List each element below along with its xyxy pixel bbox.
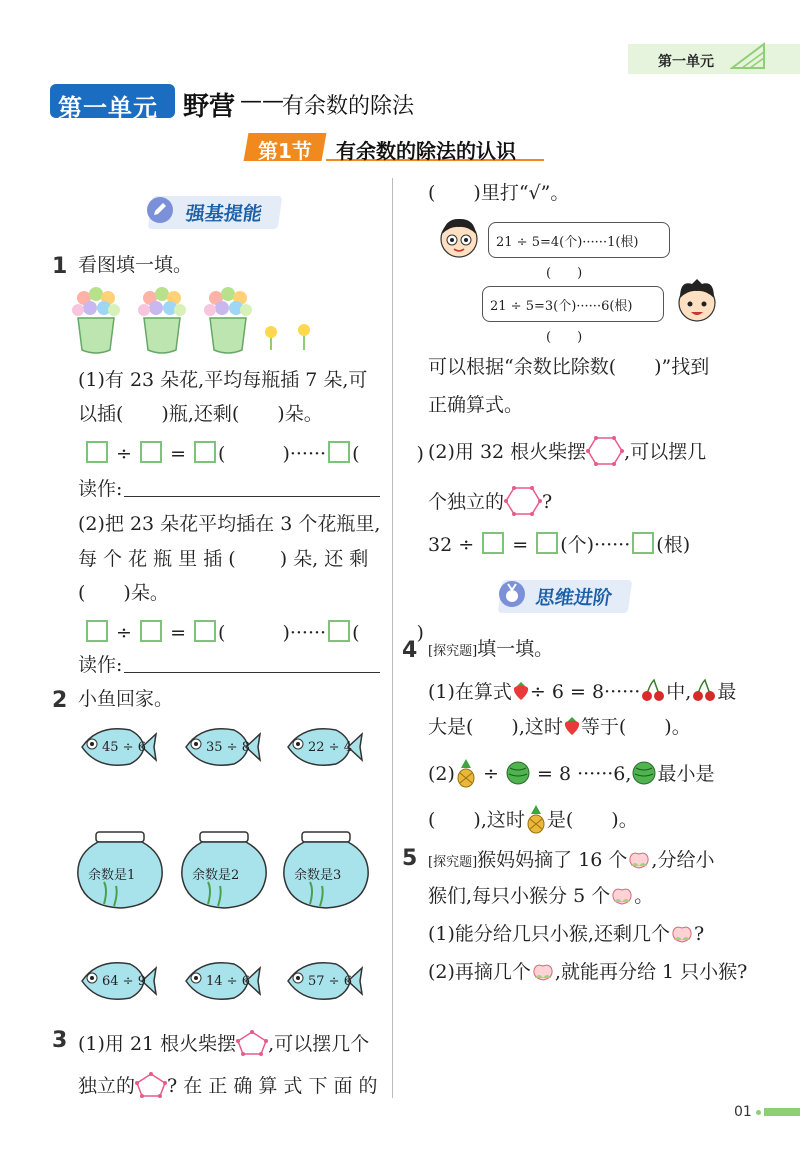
q5-line4: (2)再摘几个 ,就能再分给 1 只小猴?: [428, 961, 748, 983]
q4-line3: (2) ÷ = 8 ······6, 最小是: [428, 758, 714, 788]
fish-label: 14 ÷ 6: [206, 974, 250, 989]
q3-line2: 独立的 ? 在 正 确 算 式 下 面 的: [78, 1072, 378, 1098]
q1-read-line-1[interactable]: [124, 496, 380, 497]
cherry-icon: [640, 678, 666, 702]
fish-label: 64 ÷ 9: [102, 974, 146, 989]
unit-name: 野营: [183, 92, 236, 122]
unit-badge-label: 第一单元: [58, 94, 158, 122]
watermelon-icon: [631, 760, 657, 786]
q1-read-line-2[interactable]: [124, 672, 380, 673]
fishbowl-1[interactable]: [74, 830, 166, 914]
answer-box[interactable]: [482, 532, 504, 554]
q5-line1: [探究题]猴妈妈摘了 16 个 ,分给小: [428, 849, 715, 871]
fish-top-1[interactable]: [78, 722, 158, 776]
answer-box[interactable]: [328, 441, 350, 463]
answer-box[interactable]: [86, 620, 108, 642]
pineapple-icon: [525, 804, 547, 834]
q2-stem: 小鱼回家。: [78, 688, 174, 710]
q3-line3: ( )里打“√”。: [428, 182, 570, 204]
boy-face-icon: [674, 278, 720, 324]
hexagon-icon: [504, 486, 542, 516]
q1-p2-line1: (2)把 23 朵花平均插在 3 个花瓶里,: [78, 513, 381, 535]
q3-equation: 32 ÷ = (个)······ (根): [428, 534, 691, 556]
q1-p2-line3: ( )朵。: [78, 582, 169, 604]
fish-label: 45 ÷ 6: [102, 740, 146, 755]
unit-topic: 有余数的除法: [282, 94, 415, 119]
q4-header: [探究题]填一填。: [428, 638, 554, 660]
fish-top-3[interactable]: [284, 722, 364, 776]
level2-title: 思维进阶: [534, 587, 614, 609]
q3-line6: (2)用 32 根火柴摆 ,可以摆几: [428, 436, 706, 466]
q3-line1: (1)用 21 根火柴摆 ,可以摆几个: [78, 1030, 369, 1056]
pentagon-icon: [135, 1072, 167, 1098]
q4-line4: ( ),这时 是( )。: [428, 804, 638, 834]
bubble-1-answer[interactable]: ( ): [546, 266, 583, 281]
q1-equation-2: ÷ = ( )······ ( ): [84, 620, 424, 643]
bubble-1-text: 21 ÷ 5=4(个)······1(根): [496, 235, 639, 250]
fish-bottom-3[interactable]: [284, 956, 364, 1010]
peach-icon: [670, 922, 694, 944]
triangle-ruler-icon: [730, 42, 766, 70]
fishbowl-2[interactable]: [178, 830, 270, 914]
q3-line5: 正确算式。: [428, 394, 524, 416]
cherry-icon: [691, 678, 717, 702]
bowl-label: 余数是3: [294, 868, 342, 883]
header-tab: [628, 44, 800, 74]
strawberry-icon: [563, 716, 581, 736]
fishbowl-3[interactable]: [280, 830, 372, 914]
peach-icon: [610, 884, 634, 906]
q5-number: 5: [402, 846, 418, 871]
strawberry-icon: [512, 681, 530, 701]
answer-box[interactable]: [328, 620, 350, 642]
q1-equation-1: ÷ = ( )······ ( ): [84, 441, 424, 464]
medal-icon: [498, 580, 526, 608]
bowl-label: 余数是2: [192, 868, 240, 883]
footer-dot: [756, 1110, 761, 1115]
answer-box[interactable]: [140, 441, 162, 463]
q1-p1-line2: 以插( )瓶,还剩( )朵。: [78, 403, 323, 425]
peach-icon: [531, 960, 555, 982]
section-badge-label: 第1节: [258, 139, 312, 163]
fish-bottom-1[interactable]: [78, 956, 158, 1010]
q3-line7: 个独立的 ?: [428, 486, 552, 516]
watermelon-icon: [505, 760, 531, 786]
answer-box[interactable]: [86, 441, 108, 463]
q1-read-label-1: 读作:: [78, 478, 123, 500]
fish-top-2[interactable]: [182, 722, 262, 776]
q1-p2-line2: 每 个 花 瓶 里 插 ( ) 朵, 还 剩: [78, 548, 369, 570]
q3-number: 3: [52, 1028, 68, 1053]
answer-box[interactable]: [194, 441, 216, 463]
bowl-label: 余数是1: [88, 868, 136, 883]
peach-icon: [627, 848, 651, 870]
q4-number: 4: [402, 638, 418, 663]
fish-bottom-2[interactable]: [182, 956, 262, 1010]
answer-box[interactable]: [194, 620, 216, 642]
answer-box[interactable]: [536, 532, 558, 554]
footer-bar: [764, 1108, 800, 1116]
q4-line2: 大是( ),这时 等于( )。: [428, 716, 691, 738]
q1-number: 1: [52, 254, 68, 279]
level1-title: 强基提能: [184, 203, 264, 225]
flower-vase-illustration: [70, 284, 330, 356]
section-title: 有余数的除法的认识: [336, 139, 516, 163]
pineapple-icon: [455, 758, 477, 788]
page-number: 01: [734, 1104, 752, 1120]
bubble-2-answer[interactable]: ( ): [546, 330, 583, 345]
q1-stem: 看图填一填。: [78, 254, 193, 276]
q1-read-label-2: 读作:: [78, 654, 123, 676]
q5-line2: 猴们,每只小猴分 5 个 。: [428, 885, 654, 907]
pencil-icon: [146, 196, 174, 224]
header-unit-label: 第一单元: [658, 54, 714, 70]
q2-number: 2: [52, 688, 68, 713]
q3-line4: 可以根据“余数比除数( )”找到: [428, 356, 710, 378]
bubble-2-text: 21 ÷ 5=3(个)······6(根): [490, 299, 633, 314]
hexagon-icon: [586, 436, 624, 466]
boy-face-icon: [436, 214, 482, 260]
q5-line3: (1)能分给几只小猴,还剩几个 ?: [428, 923, 705, 945]
q1-p1-line1: (1)有 23 朵花,平均每瓶插 7 朵,可: [78, 369, 368, 391]
q4-line1: (1)在算式 ÷ 6 = 8······ 中, 最: [428, 678, 736, 702]
fish-label: 57 ÷ 6: [308, 974, 352, 989]
answer-box[interactable]: [140, 620, 162, 642]
unit-dash: ——: [240, 89, 284, 114]
pentagon-icon: [236, 1030, 268, 1056]
fish-label: 35 ÷ 8: [206, 740, 250, 755]
answer-box[interactable]: [632, 532, 654, 554]
fish-label: 22 ÷ 4: [308, 740, 352, 755]
